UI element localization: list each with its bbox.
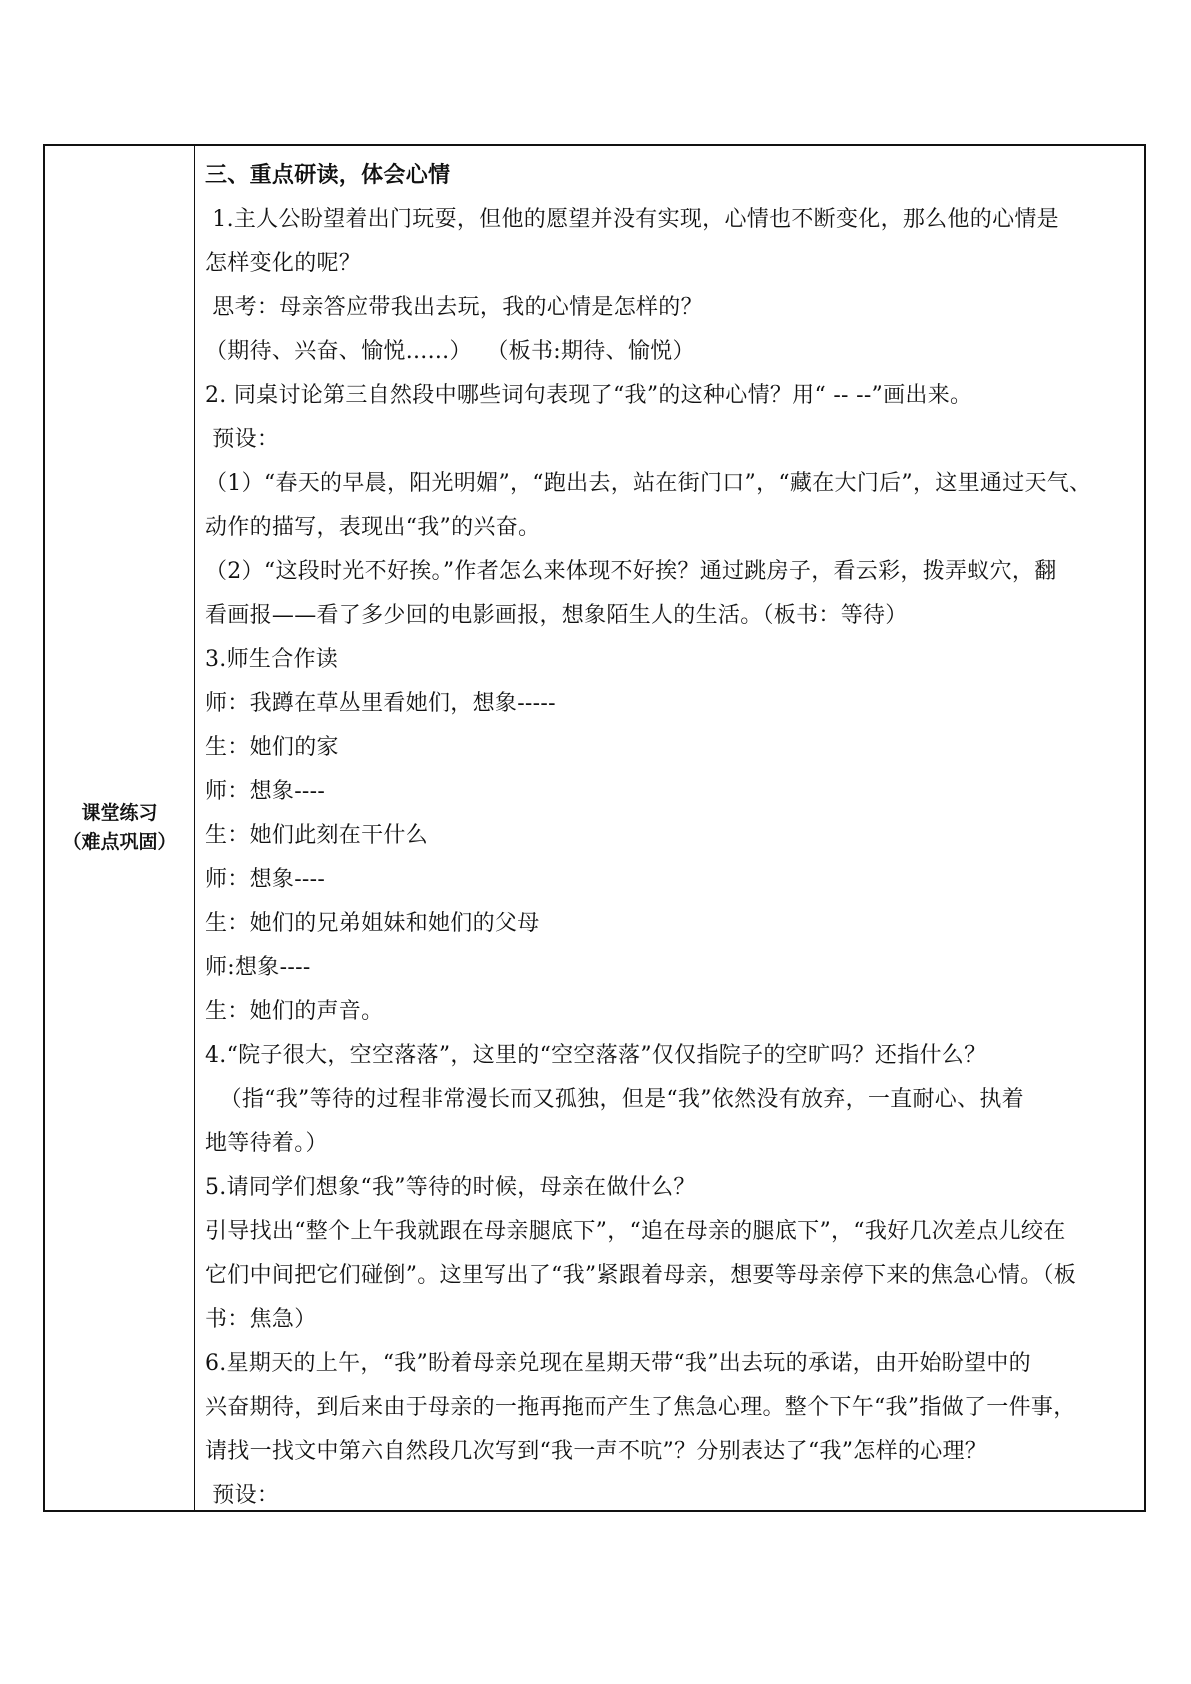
text-line: 生：她们的声音。	[205, 999, 384, 1024]
text-line: 师：我蹲在草丛里看她们，想象-----	[205, 691, 556, 716]
text-line: （1）“春天的早晨，阳光明媚”，“跑出去，站在街门口”，“藏在大门后”，这里通过天气、	[205, 471, 1092, 496]
text-line: 动作的描写，表现出“我”的兴奋。	[205, 515, 541, 540]
text-line: 兴奋期待，到后来由于母亲的一拖再拖而产生了焦急心理。整个下午“我”指做了一件事，	[205, 1395, 1076, 1420]
section-heading: 三、重点研读，体会心情	[205, 163, 451, 188]
text-line: 师:想象----	[205, 955, 311, 980]
section-label-cell	[45, 146, 195, 1510]
text-line: 引导找出“整个上午我就跟在母亲腿底下”，“追在母亲的腿底下”，“我好几次差点儿绞在	[205, 1219, 1066, 1244]
text-line: 生：她们的兄弟姐妹和她们的父母	[205, 911, 540, 936]
text-line: 思考：母亲答应带我出去玩，我的心情是怎样的？	[205, 295, 703, 320]
text-line: 4.“院子很大，空空落落”，这里的“空空落落”仅仅指院子的空旷吗？还指什么？	[205, 1043, 987, 1068]
section-label: 课堂练习	[81, 802, 158, 824]
text-line: 请找一找文中第六自然段几次写到“我一声不吭”？分别表达了“我”怎样的心理？	[205, 1439, 988, 1464]
text-line: 怎样变化的呢？	[205, 251, 362, 276]
text-line: 5.请同学们想象“我”等待的时候，母亲在做什么？	[205, 1175, 696, 1200]
text-line: 看画报——看了多少回的电影画报，想象陌生人的生活。（板书：等待）	[205, 603, 908, 628]
text-line: （指“我”等待的过程非常漫长而又孤独，但是“我”依然没有放弃，一直耐心、执着	[205, 1087, 1024, 1112]
text-line: （期待、兴奋、愉悦......） （板书:期待、愉悦）	[205, 339, 695, 364]
text-line: 预设：	[205, 1483, 280, 1508]
text-line: 生：她们此刻在干什么	[205, 823, 429, 848]
text-line: 生：她们的家	[205, 735, 339, 760]
text-line: 1.主人公盼望着出门玩耍，但他的愿望并没有实现，心情也不断变化，那么他的心情是	[205, 207, 1059, 232]
lesson-plan-table	[43, 144, 1146, 1512]
text-line: 6.星期天的上午，“我”盼着母亲兑现在星期天带“我”出去玩的承诺，由开始盼望中的	[205, 1351, 1031, 1376]
text-line: 预设：	[205, 427, 280, 452]
text-line: 它们中间把它们碰倒”。这里写出了“我”紧跟着母亲，想要等母亲停下来的焦急心情。（板	[205, 1263, 1077, 1288]
text-line: 师：想象----	[205, 867, 326, 892]
text-line: 2. 同桌讨论第三自然段中哪些词句表现了“我”的这种心情？用“ -- --”画出来。	[205, 383, 973, 408]
content-cell	[195, 146, 1144, 1510]
text-line: 师：想象----	[205, 779, 326, 804]
text-line: 3.师生合作读	[205, 647, 339, 672]
section-sublabel: （难点巩固）	[62, 831, 177, 853]
text-line: （2）“这段时光不好挨。”作者怎么来体现不好挨？通过跳房子，看云彩，拨弄蚁穴，翻	[205, 559, 1057, 584]
text-line: 书：焦急）	[205, 1307, 317, 1332]
text-line: 地等待着。）	[205, 1131, 328, 1156]
